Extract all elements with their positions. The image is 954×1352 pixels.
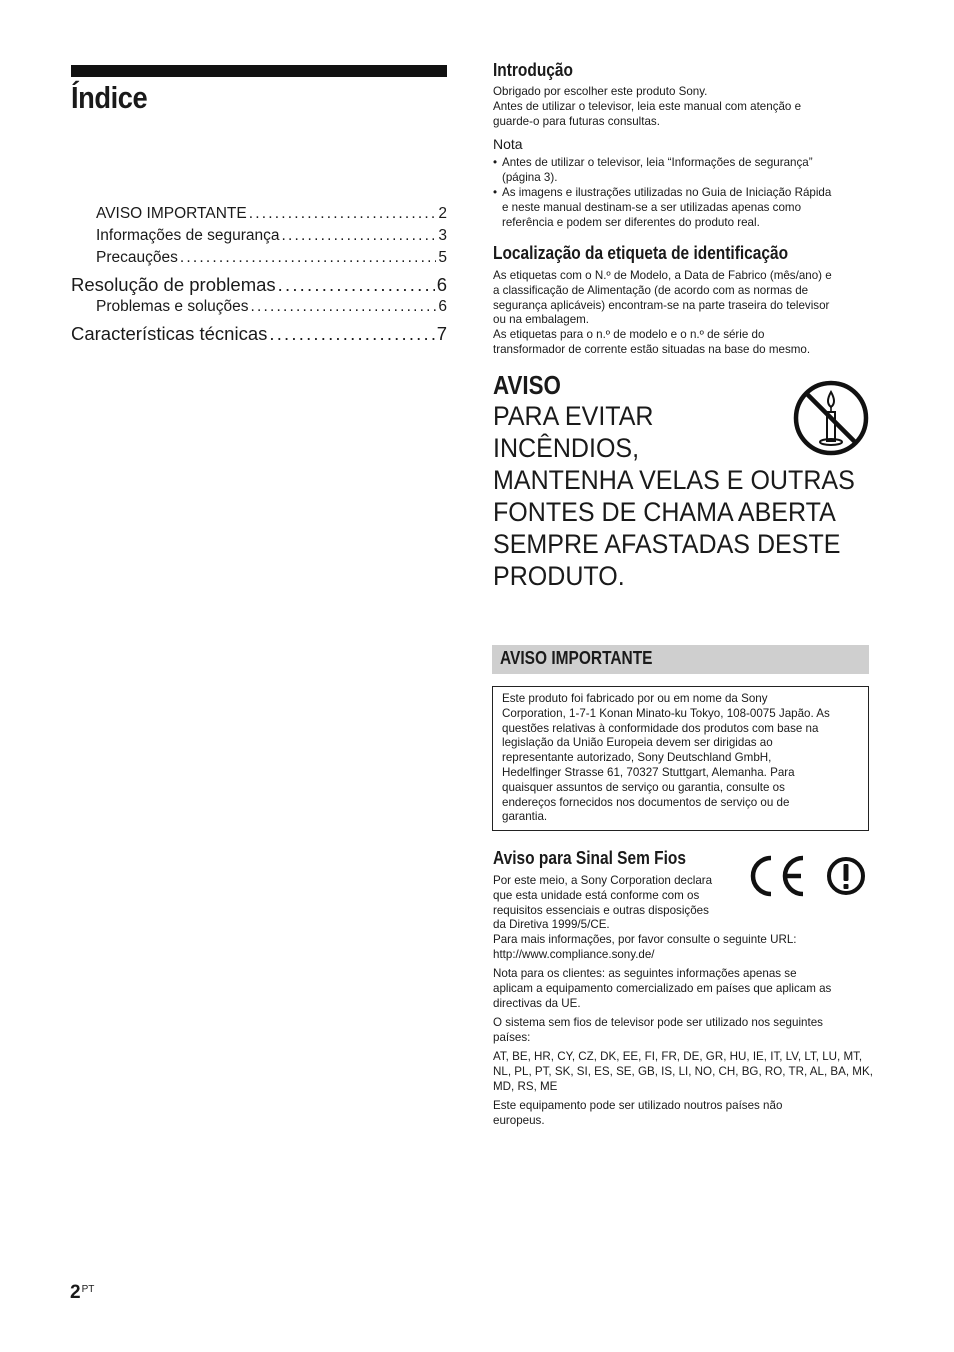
toc-entry-label: Informações de segurança bbox=[96, 227, 280, 244]
text-line: transformador de corrente estão situadas na base do mesmo. bbox=[493, 342, 811, 356]
intro-text bbox=[493, 85, 869, 129]
text-line: endereços fornecidos nos documentos de serviço ou de bbox=[502, 795, 790, 809]
toc-entry-label: Precauções bbox=[96, 249, 178, 266]
text-line: directivas da UE. bbox=[493, 996, 581, 1010]
toc-entry-precaucoes[interactable] bbox=[96, 249, 447, 267]
text-line: legislação da União Europeia devem ser dirigidas ao bbox=[502, 736, 773, 750]
toc-leader-dots bbox=[249, 205, 437, 223]
text-line: As etiquetas com o N.º de Modelo, a Data de Fabrico (mês/ano) e bbox=[493, 269, 832, 282]
wireless-paragraph-5 bbox=[493, 1099, 869, 1129]
toc-entry-page: 7 bbox=[436, 323, 447, 344]
text-line: MD, RS, ME bbox=[493, 1079, 558, 1093]
text-line: NL, PL, PT, SK, SI, ES, SE, GB, IS, LI, NO, CH, BG, RO, TR, AL, BA, MK, bbox=[493, 1064, 873, 1078]
text-line: segurança aplicáveis) encontram-se na parte traseira do televisor bbox=[493, 298, 830, 312]
label-location-text bbox=[493, 269, 869, 358]
text-line: questões relativas à conformidade dos produtos com base na bbox=[502, 721, 819, 735]
page-number-suffix: PT bbox=[81, 1284, 95, 1295]
wireless-heading: Aviso para Sinal Sem Fios bbox=[493, 848, 687, 868]
toc-leader-dots bbox=[282, 227, 437, 245]
wireless-paragraph-2 bbox=[493, 967, 869, 1011]
text-line: Nota para os clientes: as seguintes informações apenas se bbox=[493, 967, 797, 980]
text-line: Corporation, 1-7-1 Konan Minato-ku Tokyo, 108-0075 Japão. As bbox=[502, 706, 830, 720]
nota-bullet-2 bbox=[493, 186, 869, 230]
text-line: que esta unidade está conforme com os bbox=[493, 888, 700, 902]
text-line: As etiquetas para o n.º de modelo e o n.º de série do bbox=[493, 328, 765, 342]
text-line: Por este meio, a Sony Corporation declara bbox=[493, 874, 713, 887]
toc-entry-label: Resolução de problemas bbox=[71, 274, 276, 295]
label-location-heading: Localização da etiqueta de identificação bbox=[493, 243, 789, 263]
text-line: http://www.compliance.sony.de/ bbox=[493, 947, 655, 961]
toc-leader-dots bbox=[278, 274, 435, 296]
text-line: Este equipamento pode ser utilizado noutros países não bbox=[493, 1099, 783, 1112]
toc-leader-dots bbox=[251, 298, 437, 316]
text-line: • Antes de utilizar o televisor, leia “Informações de segurança” bbox=[502, 156, 813, 169]
toc-entry-page: 5 bbox=[438, 249, 447, 266]
toc-entry-page: 2 bbox=[438, 205, 447, 222]
text-line: PRODUTO. bbox=[493, 561, 625, 591]
text-line: da Diretiva 1999/5/CE. bbox=[493, 918, 610, 932]
toc-leader-dots bbox=[269, 323, 434, 345]
text-line: países: bbox=[493, 1030, 531, 1044]
text-line: O sistema sem fios de televisor pode ser utilizado nos seguintes bbox=[493, 1016, 823, 1029]
text-line: requisitos essenciais e outras disposições bbox=[493, 903, 709, 917]
toc-entry-label: Problemas e soluções bbox=[96, 298, 249, 315]
text-line: • As imagens e ilustrações utilizadas no Guia de Iniciação Rápida bbox=[502, 186, 832, 199]
wireless-country-list bbox=[493, 1050, 873, 1094]
text-line: aplicam a equipamento comercializado em países que aplicam as bbox=[493, 981, 832, 995]
text-line: quaisquer assuntos de serviço ou garantia, consulte os bbox=[502, 780, 785, 794]
text-line: a classificação de Alimentação (de acordo com as normas de bbox=[493, 283, 809, 297]
text-line: Antes de utilizar o televisor, leia este manual com atenção e bbox=[493, 99, 802, 113]
text-line: (página 3). bbox=[502, 170, 558, 184]
text-line: FONTES DE CHAMA ABERTA bbox=[493, 497, 836, 527]
text-line: INCÊNDIOS, bbox=[493, 433, 640, 463]
text-line: representante autorizado, Sony Deutschland GmbH, bbox=[502, 751, 772, 765]
text-line: Obrigado por escolher este produto Sony. bbox=[493, 85, 708, 98]
text-line: referência e podem ser diferentes do produto real. bbox=[502, 215, 760, 229]
toc-entry-page: 6 bbox=[436, 274, 447, 295]
nota-bullet-1 bbox=[493, 156, 869, 186]
text-line: MANTENHA VELAS E OUTRAS bbox=[493, 465, 855, 495]
toc-title-bar bbox=[71, 65, 447, 77]
toc-entry-page: 3 bbox=[438, 227, 447, 244]
wireless-paragraph-1 bbox=[493, 874, 869, 963]
text-line: e neste manual destinam-se a ser utilizadas apenas como bbox=[502, 200, 802, 214]
important-banner-label: AVISO IMPORTANTE bbox=[500, 648, 653, 668]
toc-entry-caracteristicas-tecnicas[interactable] bbox=[71, 323, 447, 345]
toc-entry-resolucao-problemas[interactable] bbox=[71, 274, 447, 296]
toc-entry-problemas-solucoes[interactable] bbox=[96, 298, 447, 316]
toc-entry-label: AVISO IMPORTANTE bbox=[96, 205, 247, 222]
wireless-paragraph-3 bbox=[493, 1016, 869, 1046]
toc-title: Índice bbox=[71, 80, 148, 115]
important-notice-text bbox=[502, 692, 862, 825]
text-line: SEMPRE AFASTADAS DESTE bbox=[493, 529, 841, 559]
text-line: PARA EVITAR bbox=[493, 401, 654, 431]
text-line: Hedelfinger Strasse 61, 70327 Stuttgart, Alemanha. Para bbox=[502, 765, 795, 779]
warning-heading: AVISO bbox=[493, 370, 561, 400]
intro-heading: Introdução bbox=[493, 60, 573, 80]
page-number-value: 2 bbox=[70, 1282, 81, 1303]
no-candle-icon bbox=[792, 379, 870, 457]
text-line: Este produto foi fabricado por ou em nome da Sony bbox=[502, 692, 768, 705]
toc-entry-page: 6 bbox=[438, 298, 447, 315]
toc-entry-aviso-importante[interactable] bbox=[96, 205, 447, 223]
text-line: AT, BE, HR, CY, CZ, DK, EE, FI, FR, DE, GR, HU, IE, IT, LV, LT, LU, MT, bbox=[493, 1050, 863, 1063]
toc-entry-informacoes-seguranca[interactable] bbox=[96, 227, 447, 245]
nota-label: Nota bbox=[493, 136, 523, 152]
text-line: garantia. bbox=[502, 810, 548, 824]
toc-entry-label: Características técnicas bbox=[71, 323, 268, 344]
text-line: Para mais informações, por favor consulte o seguinte URL: bbox=[493, 933, 797, 947]
text-line: ou na embalagem. bbox=[493, 313, 590, 327]
text-line: europeus. bbox=[493, 1113, 545, 1127]
page-number bbox=[70, 1282, 94, 1304]
text-line: guarde-o para futuras consultas. bbox=[493, 114, 660, 128]
toc-leader-dots bbox=[180, 249, 437, 267]
